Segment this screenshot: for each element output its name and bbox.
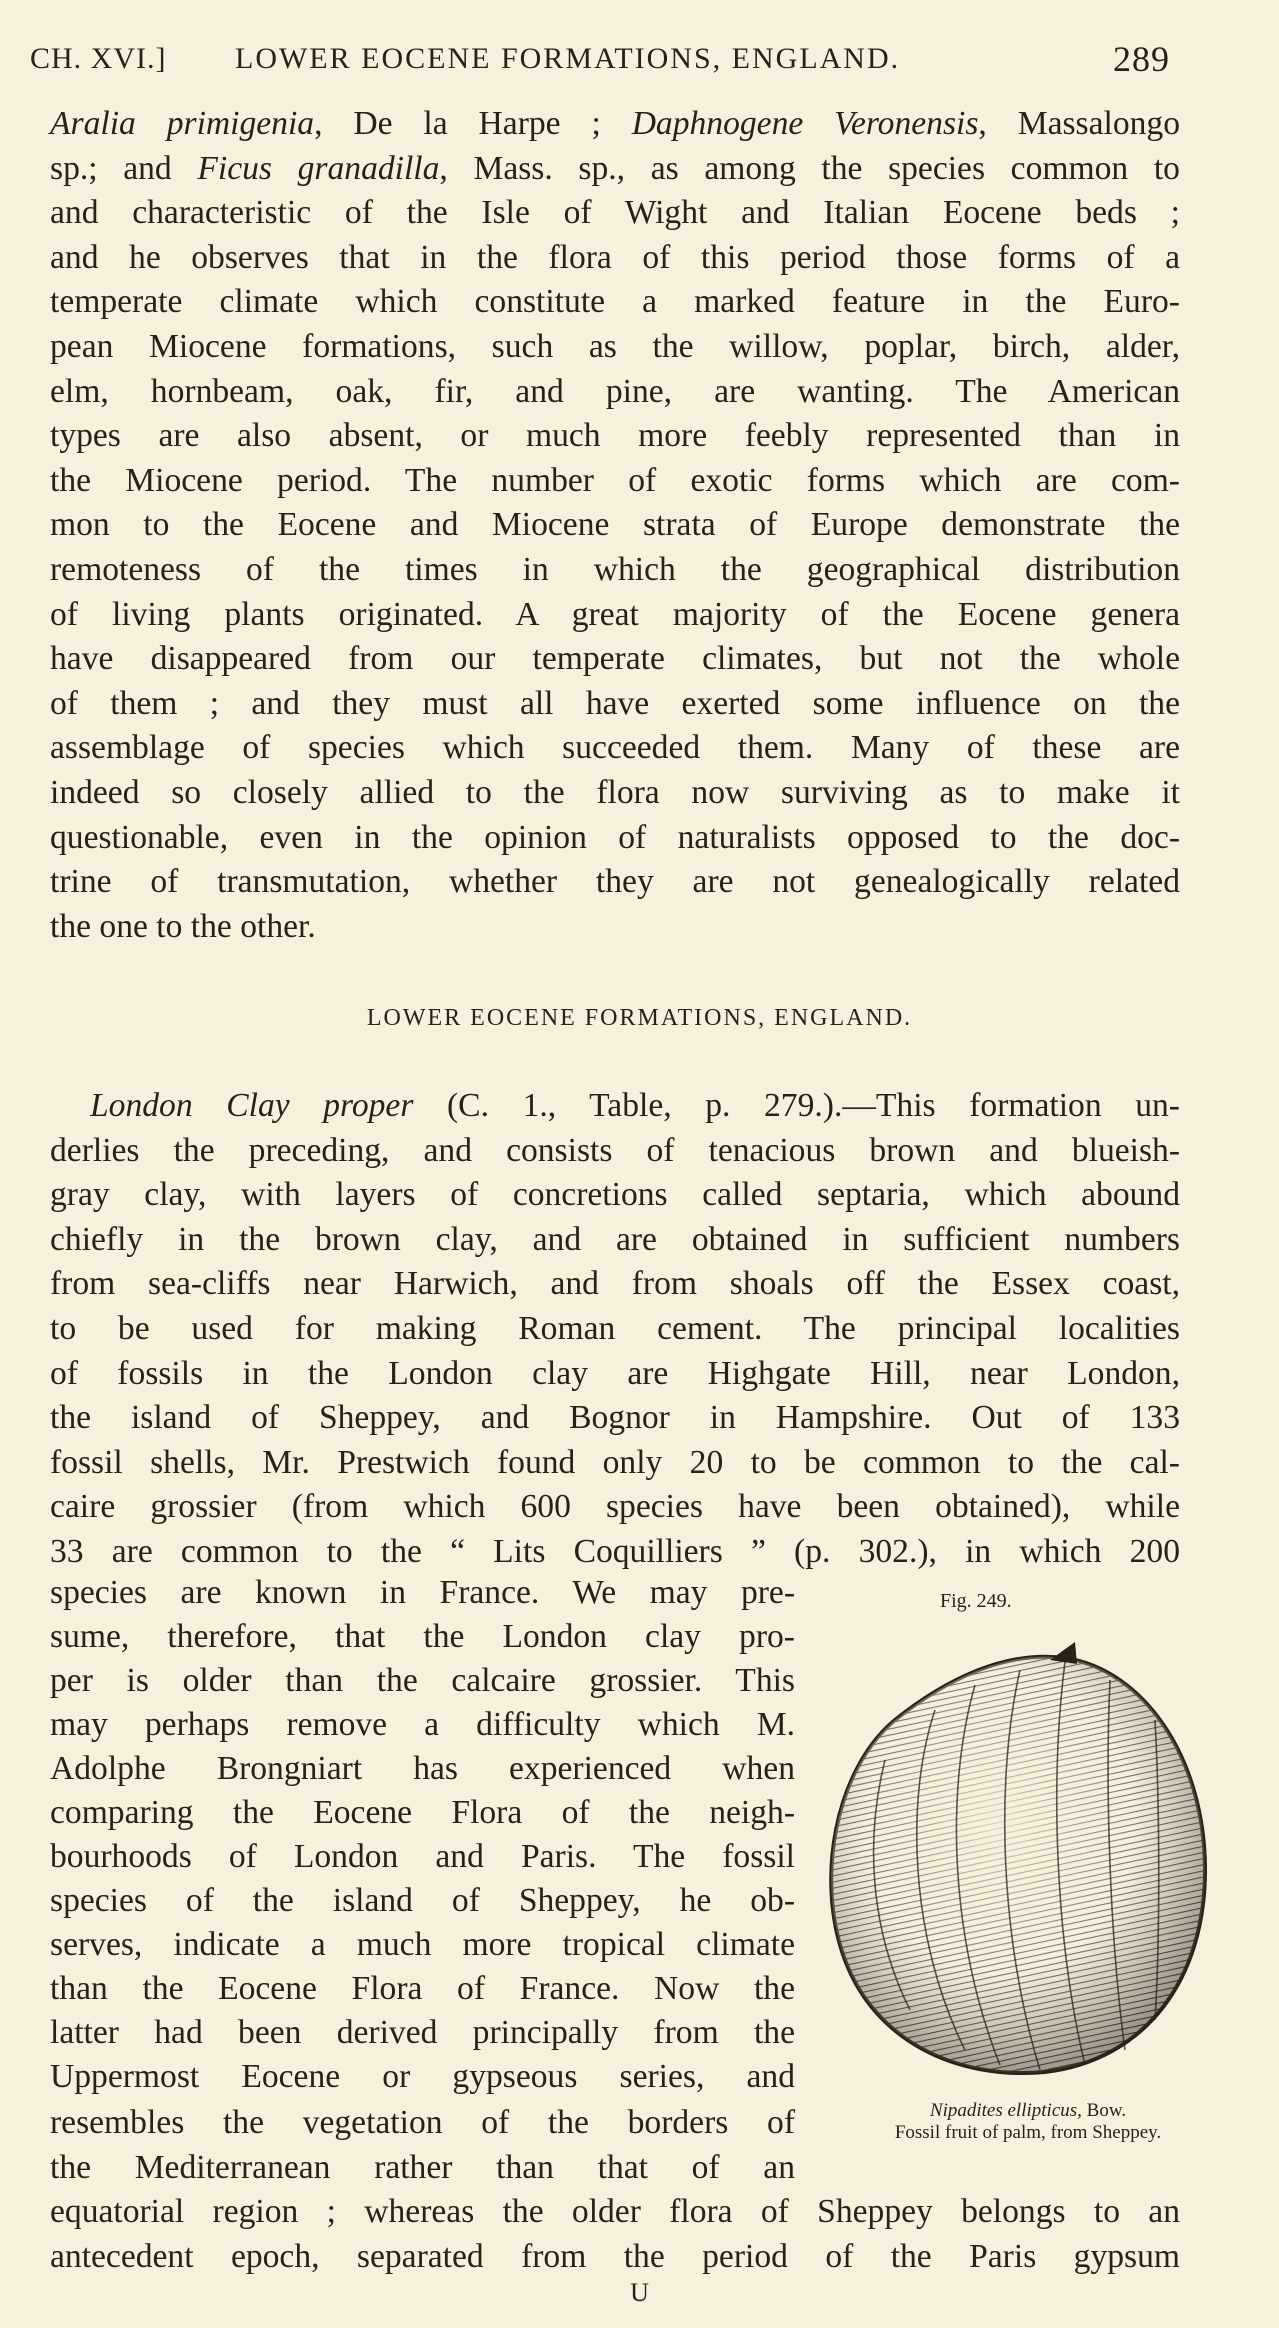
chapter-reference: CH. XVI.] [30,42,167,75]
text-line: the one to the other. [50,907,316,945]
species-author: Bow. [1086,2100,1127,2121]
caption-description: Fossil fruit of palm, from Sheppey. [894,2122,1162,2143]
text-line: have disappeared from our temperate climates, but not the whole [50,640,1180,678]
signature-mark: U [630,2278,649,2307]
text-line: antecedent epoch, separated from the period of the Paris gypsum [50,2237,1180,2275]
text-line: comparing the Eocene Flora of the neigh- [50,1794,795,1831]
text-line: sume, therefore, that the London clay pro- [50,1618,795,1655]
fossil-palm-fruit-illustration [815,1640,1215,2080]
text-line: gray clay, with layers of concretions called septaria, which abound [50,1176,1180,1214]
text-line: bourhoods of London and Paris. The fossil [50,1838,795,1875]
text-line: 33 are common to the “ Lits Coquilliers ” (p. 302.), in which 200 [50,1532,1180,1570]
text-line: elm, hornbeam, oak, fir, and pine, are wanting. The American [50,372,1180,410]
text-line: caire grossier (from which 600 species have been obtained), while [50,1488,1180,1526]
paragraph-wrapped-column [50,1574,795,2102]
text-line: types are also absent, or much more feebly represented than in [50,417,1180,455]
text-line: London Clay proper (C. 1., Table, p. 279.).—This formation un- [90,1087,1180,1124]
text-line: equatorial region ; whereas the older flora of Sheppey belongs to an [50,2193,1180,2231]
text-line: to be used for making Roman cement. The principal localities [50,1309,1180,1347]
text-line: the Mediterranean rather than that of an [50,2148,795,2186]
text-line: of living plants originated. A great majority of the Eocene genera [50,595,1180,633]
figure-label: Fig. 249. [940,1590,1012,1612]
running-head [30,38,1170,88]
text-line: of them ; and they must all have exerted some influence on the [50,684,1180,722]
text-line: mon to the Eocene and Miocene strata of Europe demonstrate the [50,506,1180,544]
text-line: remoteness of the times in which the geographical distribution [50,550,1180,588]
text-line: resembles the vegetation of the borders of [50,2104,795,2141]
text-line: sp.; and Ficus granadilla, Mass. sp., as among the species common to [50,149,1180,187]
text-line: the Miocene period. The number of exotic forms which are com- [50,461,1180,499]
paragraph-continuation [50,2104,1180,2282]
text-line: fossil shells, Mr. Prestwich found only 20 to be common to the cal- [50,1443,1180,1481]
text-line: Adolphe Brongniart has experienced when [50,1750,795,1787]
text-line: Aralia primigenia, De la Harpe ; Daphnogene Veronensis, Massalongo [50,105,1180,142]
text-line: the island of Sheppey, and Bognor in Hampshire. Out of 133 [50,1399,1180,1437]
text-line: questionable, even in the opinion of naturalists opposed to the doc- [50,818,1180,856]
text-line: Uppermost Eocene or gypseous series, and [50,2058,795,2095]
text-line: than the Eocene Flora of France. Now the [50,1970,795,2007]
text-line: serves, indicate a much more tropical climate [50,1926,795,1963]
page-number: 289 [1113,39,1170,79]
text-line: species of the island of Sheppey, he ob- [50,1882,795,1919]
text-line: species are known in France. We may pre- [50,1574,795,1611]
species-name: Nipadites ellipticus, [929,2100,1082,2121]
text-line: may perhaps remove a difficulty which M. [50,1706,795,1743]
text-line: assemblage of species which succeeded them. Many of these are [50,729,1180,767]
text-line: and characteristic of the Isle of Wight and Italian Eocene beds ; [50,194,1180,232]
text-line: trine of transmutation, whether they are not genealogically related [50,863,1180,901]
text-line: latter had been derived principally from the [50,2014,795,2051]
text-line: pean Miocene formations, such as the willow, poplar, birch, alder, [50,327,1180,365]
running-title: LOWER EOCENE FORMATIONS, ENGLAND. [235,42,901,75]
text-line: per is older than the calcaire grossier. This [50,1662,795,1699]
text-line: from sea-cliffs near Harwich, and from shoals off the Essex coast, [50,1265,1180,1303]
text-line: of fossils in the London clay are Highgate Hill, near London, [50,1354,1180,1392]
text-line: indeed so closely allied to the flora now surviving as to make it [50,773,1180,811]
text-line: derlies the preceding, and consists of tenacious brown and blueish- [50,1131,1180,1169]
paragraph-flora [50,102,1180,949]
section-heading: LOWER EOCENE FORMATIONS, ENGLAND. [366,1005,913,1031]
paragraph-london-clay [50,1084,1180,1575]
text-line: and he observes that in the flora of this period those forms of a [50,238,1180,276]
text-line: chiefly in the brown clay, and are obtained in sufficient numbers [50,1220,1180,1258]
text-line: temperate climate which constitute a marked feature in the Euro- [50,283,1180,321]
